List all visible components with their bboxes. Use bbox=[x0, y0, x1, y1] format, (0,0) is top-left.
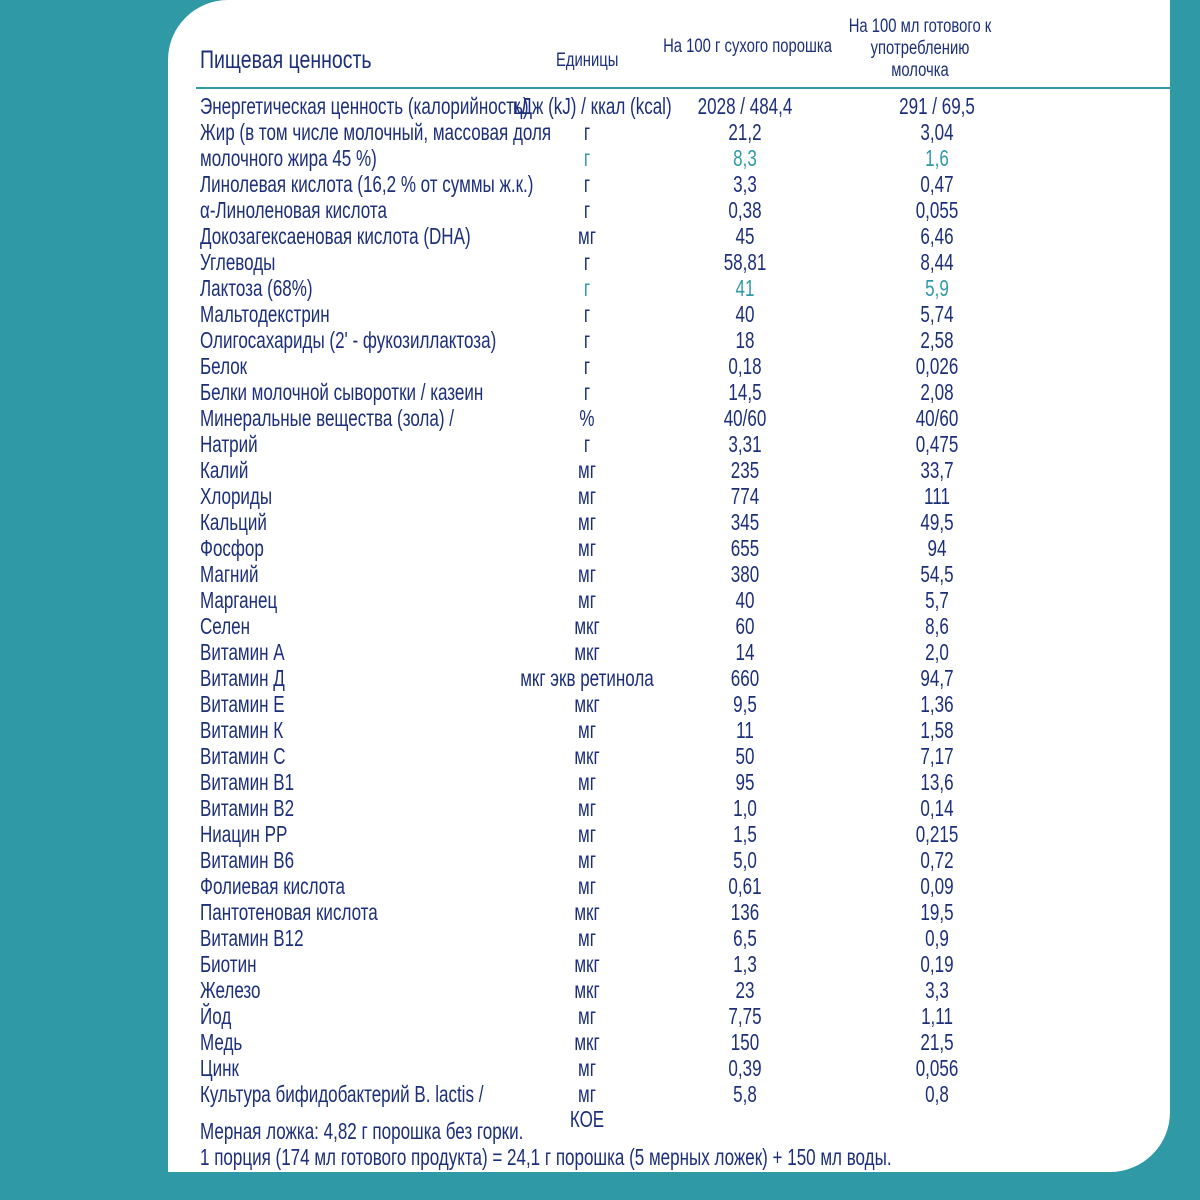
value-per-100ml-ready: 0,055 bbox=[915, 197, 959, 223]
header-divider bbox=[196, 87, 1170, 89]
table-row bbox=[0, 743, 1200, 769]
nutrient-name: Витамин В6 bbox=[200, 847, 295, 873]
ready-milk-column-header: На 100 мл готового к употреблению молочка bbox=[848, 16, 992, 81]
table-row bbox=[0, 665, 1200, 691]
nutrient-unit: мкг bbox=[574, 899, 600, 925]
value-per-100ml-ready: 1,6 bbox=[925, 145, 949, 171]
nutrient-unit: г bbox=[583, 119, 591, 145]
value-per-100g-dry: 14 bbox=[735, 639, 755, 665]
table-row bbox=[0, 691, 1200, 717]
nutrient-unit: мг bbox=[578, 1055, 596, 1081]
value-per-100g-dry: 5,0 bbox=[733, 847, 757, 873]
value-per-100ml-ready: 49,5 bbox=[920, 509, 954, 535]
value-per-100g-dry: 50 bbox=[735, 743, 755, 769]
value-per-100ml-ready: 54,5 bbox=[920, 561, 954, 587]
value-per-100ml-ready: 0,026 bbox=[915, 353, 959, 379]
nutrient-name: Белки молочной сыворотки / казеин bbox=[200, 379, 484, 405]
nutrient-name: Хлориды bbox=[200, 483, 273, 509]
table-title: Пищевая ценность bbox=[200, 46, 372, 74]
value-per-100g-dry: 3,31 bbox=[728, 431, 762, 457]
value-per-100ml-ready: 5,7 bbox=[925, 587, 949, 613]
nutrient-name: Фолиевая кислота bbox=[200, 873, 345, 899]
value-per-100ml-ready: 8,44 bbox=[920, 249, 954, 275]
value-per-100g-dry: 40 bbox=[735, 301, 755, 327]
nutrient-name: Витамин В1 bbox=[200, 769, 295, 795]
table-row bbox=[0, 639, 1200, 665]
table-row bbox=[0, 1055, 1200, 1081]
value-per-100g-dry: 11 bbox=[736, 717, 754, 743]
table-row bbox=[0, 145, 1200, 171]
value-per-100ml-ready: 3,04 bbox=[920, 119, 954, 145]
value-per-100g-dry: 1,0 bbox=[733, 795, 757, 821]
nutrient-unit: мг bbox=[578, 821, 596, 847]
table-row bbox=[0, 1029, 1200, 1055]
value-per-100ml-ready: 3,3 bbox=[925, 977, 949, 1003]
value-per-100ml-ready: 5,9 bbox=[925, 275, 949, 301]
value-per-100ml-ready: 0,215 bbox=[915, 821, 959, 847]
nutrient-name: Докозагексаеновая кислота (DHA) bbox=[200, 223, 471, 249]
nutrient-name: Ниацин РР bbox=[200, 821, 288, 847]
value-per-100ml-ready: 1,11 bbox=[921, 1003, 953, 1029]
nutrient-unit: мг bbox=[578, 535, 596, 561]
nutrient-unit: г bbox=[583, 275, 591, 301]
table-row bbox=[0, 847, 1200, 873]
nutrient-unit: мг bbox=[578, 457, 596, 483]
nutrient-name: Витамин С bbox=[200, 743, 286, 769]
nutrient-name: Лактоза (68%) bbox=[200, 275, 313, 301]
table-row bbox=[0, 561, 1200, 587]
table-row bbox=[0, 899, 1200, 925]
nutrient-name: Линолевая кислота (16,2 % от суммы ж.к.) bbox=[200, 171, 534, 197]
value-per-100g-dry: 0,18 bbox=[728, 353, 762, 379]
value-per-100g-dry: 2028 / 484,4 bbox=[697, 93, 793, 119]
nutrient-unit: мг bbox=[578, 509, 596, 535]
nutrient-unit: мкг экв ретинола bbox=[520, 665, 654, 691]
value-per-100g-dry: 380 bbox=[730, 561, 760, 587]
value-per-100ml-ready: 40/60 bbox=[915, 405, 959, 431]
value-per-100ml-ready: 33,7 bbox=[920, 457, 954, 483]
nutrient-unit: г bbox=[583, 431, 591, 457]
value-per-100g-dry: 21,2 bbox=[728, 119, 762, 145]
value-per-100g-dry: 5,8 bbox=[733, 1081, 757, 1107]
nutrient-name: Энергетическая ценность (калорийность) bbox=[200, 93, 529, 119]
table-row bbox=[0, 587, 1200, 613]
table-row bbox=[0, 951, 1200, 977]
table-row bbox=[0, 379, 1200, 405]
value-per-100ml-ready: 111 bbox=[924, 483, 950, 509]
nutrient-unit: г bbox=[583, 197, 591, 223]
table-row bbox=[0, 353, 1200, 379]
nutrient-name: Магний bbox=[200, 561, 259, 587]
value-per-100g-dry: 95 bbox=[735, 769, 755, 795]
value-per-100g-dry: 150 bbox=[730, 1029, 760, 1055]
nutrient-name: Витамин В2 bbox=[200, 795, 295, 821]
footnote-spoon: Мерная ложка: 4,82 г порошка без горки. bbox=[200, 1118, 524, 1144]
value-per-100g-dry: 8,3 bbox=[733, 145, 757, 171]
value-per-100g-dry: 1,5 bbox=[733, 821, 757, 847]
nutrient-unit: мкг bbox=[574, 613, 600, 639]
value-per-100g-dry: 0,39 bbox=[728, 1055, 762, 1081]
value-per-100g-dry: 136 bbox=[730, 899, 760, 925]
nutrient-name: Углеводы bbox=[200, 249, 276, 275]
value-per-100g-dry: 235 bbox=[730, 457, 760, 483]
value-per-100ml-ready: 6,46 bbox=[920, 223, 954, 249]
nutrient-name: Марганец bbox=[200, 587, 278, 613]
nutrient-name: Медь bbox=[200, 1029, 243, 1055]
nutrient-name: Фосфор bbox=[200, 535, 264, 561]
table-row bbox=[0, 769, 1200, 795]
nutrient-unit: мг bbox=[578, 587, 596, 613]
nutrient-name: Жир (в том числе молочный, массовая доля bbox=[200, 119, 552, 145]
nutrient-unit: мкг bbox=[574, 1029, 600, 1055]
value-per-100ml-ready: 0,19 bbox=[920, 951, 954, 977]
nutrient-name: Витамин Д bbox=[200, 665, 285, 691]
table-row bbox=[0, 301, 1200, 327]
nutrient-name: Культура бифидобактерий B. lactis / bbox=[200, 1081, 484, 1107]
table-row bbox=[0, 925, 1200, 951]
nutrient-unit: мг bbox=[578, 483, 596, 509]
nutrient-unit: мг bbox=[578, 223, 596, 249]
table-row bbox=[0, 457, 1200, 483]
value-per-100g-dry: 23 bbox=[735, 977, 755, 1003]
nutrient-unit: % bbox=[579, 405, 595, 431]
value-per-100ml-ready: 0,09 bbox=[920, 873, 954, 899]
table-row bbox=[0, 275, 1200, 301]
nutrient-unit: мкг bbox=[574, 743, 600, 769]
nutrient-name: Цинк bbox=[200, 1055, 239, 1081]
table-row bbox=[0, 535, 1200, 561]
value-per-100g-dry: 9,5 bbox=[733, 691, 757, 717]
value-per-100ml-ready: 1,58 bbox=[920, 717, 954, 743]
table-row bbox=[0, 613, 1200, 639]
value-per-100g-dry: 14,5 bbox=[728, 379, 762, 405]
table-row bbox=[0, 171, 1200, 197]
value-per-100ml-ready: 8,6 bbox=[925, 613, 949, 639]
value-per-100ml-ready: 0,47 bbox=[920, 171, 954, 197]
nutrient-unit: мг bbox=[578, 769, 596, 795]
nutrient-unit: мг bbox=[578, 717, 596, 743]
value-per-100g-dry: 3,3 bbox=[733, 171, 757, 197]
table-row bbox=[0, 119, 1200, 145]
table-row bbox=[0, 795, 1200, 821]
value-per-100g-dry: 0,38 bbox=[728, 197, 762, 223]
table-row bbox=[0, 431, 1200, 457]
table-row bbox=[0, 873, 1200, 899]
nutrient-unit: мкг bbox=[574, 977, 600, 1003]
value-per-100g-dry: 40 bbox=[735, 587, 755, 613]
nutrient-unit: мг bbox=[578, 873, 596, 899]
nutrient-unit: мг bbox=[578, 561, 596, 587]
table-row bbox=[0, 197, 1200, 223]
nutrient-unit: мг bbox=[578, 1003, 596, 1029]
table-row bbox=[0, 223, 1200, 249]
table-row bbox=[0, 93, 1200, 119]
table-row bbox=[0, 1003, 1200, 1029]
value-per-100ml-ready: 94,7 bbox=[920, 665, 954, 691]
nutrient-name: Витамин А bbox=[200, 639, 285, 665]
footnote-portion: 1 порция (174 мл готового продукта) = 24,1 г порошка (5 мерных ложек) + 150 мл воды. bbox=[200, 1144, 892, 1170]
nutrient-name: α-Линоленовая кислота bbox=[200, 197, 387, 223]
units-column-header: Единицы bbox=[556, 50, 619, 71]
nutrient-name: Витамин В12 bbox=[200, 925, 304, 951]
value-per-100ml-ready: 1,36 bbox=[920, 691, 954, 717]
value-per-100ml-ready: 2,08 bbox=[920, 379, 954, 405]
value-per-100g-dry: 345 bbox=[730, 509, 760, 535]
value-per-100g-dry: 45 bbox=[735, 223, 755, 249]
value-per-100g-dry: 58,81 bbox=[723, 249, 767, 275]
nutrient-unit: г bbox=[583, 327, 591, 353]
nutrient-unit: мкг bbox=[574, 639, 600, 665]
table-row bbox=[0, 249, 1200, 275]
value-per-100ml-ready: 291 / 69,5 bbox=[899, 93, 975, 119]
value-per-100ml-ready: 13,6 bbox=[920, 769, 954, 795]
value-per-100ml-ready: 2,0 bbox=[925, 639, 949, 665]
nutrient-name: Селен bbox=[200, 613, 250, 639]
value-per-100g-dry: 774 bbox=[730, 483, 760, 509]
value-per-100g-dry: 6,5 bbox=[733, 925, 757, 951]
table-row bbox=[0, 405, 1200, 431]
nutrient-unit: мг bbox=[578, 795, 596, 821]
nutrient-unit: мг bbox=[578, 847, 596, 873]
nutrient-unit: г bbox=[583, 301, 591, 327]
nutrient-unit: мкг bbox=[574, 691, 600, 717]
nutrient-name: Калий bbox=[200, 457, 249, 483]
nutrient-name: молочного жира 45 %) bbox=[200, 145, 377, 171]
table-row bbox=[0, 327, 1200, 353]
value-per-100ml-ready: 2,58 bbox=[920, 327, 954, 353]
nutrient-name: Натрий bbox=[200, 431, 258, 457]
nutrient-name: Железо bbox=[200, 977, 261, 1003]
nutrient-unit: кДж (kJ) / ккал (kcal) bbox=[513, 93, 672, 119]
value-per-100g-dry: 41 bbox=[735, 275, 755, 301]
table-row bbox=[0, 509, 1200, 535]
table-row bbox=[0, 1081, 1200, 1107]
nutrition-table-body bbox=[0, 93, 1200, 1107]
koe-unit-label: КОЕ bbox=[569, 1106, 605, 1132]
table-row bbox=[0, 821, 1200, 847]
value-per-100g-dry: 0,61 bbox=[728, 873, 762, 899]
value-per-100ml-ready: 0,475 bbox=[915, 431, 959, 457]
nutrient-unit: г bbox=[583, 353, 591, 379]
nutrient-unit: мг bbox=[578, 925, 596, 951]
nutrient-name: Кальций bbox=[200, 509, 267, 535]
value-per-100ml-ready: 7,17 bbox=[920, 743, 954, 769]
value-per-100g-dry: 18 bbox=[735, 327, 755, 353]
nutrient-name: Белок bbox=[200, 353, 248, 379]
table-row bbox=[0, 717, 1200, 743]
value-per-100g-dry: 40/60 bbox=[723, 405, 767, 431]
nutrient-name: Витамин Е bbox=[200, 691, 285, 717]
value-per-100ml-ready: 19,5 bbox=[920, 899, 954, 925]
value-per-100ml-ready: 0,14 bbox=[920, 795, 954, 821]
value-per-100ml-ready: 5,74 bbox=[920, 301, 954, 327]
dry-powder-column-header: На 100 г сухого порошка bbox=[663, 36, 832, 57]
value-per-100ml-ready: 0,72 bbox=[920, 847, 954, 873]
nutrient-name: Пантотеновая кислота bbox=[200, 899, 378, 925]
value-per-100g-dry: 660 bbox=[730, 665, 760, 691]
nutrient-unit: г bbox=[583, 379, 591, 405]
nutrient-name: Йод bbox=[200, 1003, 232, 1029]
value-per-100g-dry: 7,75 bbox=[728, 1003, 762, 1029]
nutrient-name: Биотин bbox=[200, 951, 257, 977]
nutrient-unit: мг bbox=[578, 1081, 596, 1107]
nutrient-name: Минеральные вещества (зола) / bbox=[200, 405, 454, 431]
nutrient-name: Мальтодекстрин bbox=[200, 301, 330, 327]
value-per-100ml-ready: 0,9 bbox=[925, 925, 949, 951]
value-per-100ml-ready: 94 bbox=[927, 535, 947, 561]
value-per-100ml-ready: 0,8 bbox=[925, 1081, 949, 1107]
table-row bbox=[0, 483, 1200, 509]
value-per-100ml-ready: 0,056 bbox=[915, 1055, 959, 1081]
value-per-100ml-ready: 21,5 bbox=[920, 1029, 954, 1055]
nutrient-unit: мкг bbox=[574, 951, 600, 977]
value-per-100g-dry: 1,3 bbox=[733, 951, 757, 977]
value-per-100g-dry: 60 bbox=[735, 613, 755, 639]
nutrient-unit: г bbox=[583, 171, 591, 197]
nutrient-name: Олигосахариды (2' - фукозиллактоза) bbox=[200, 327, 497, 353]
nutrient-name: Витамин К bbox=[200, 717, 284, 743]
nutrient-unit: г bbox=[583, 249, 591, 275]
table-row bbox=[0, 977, 1200, 1003]
value-per-100g-dry: 655 bbox=[730, 535, 760, 561]
nutrient-unit: г bbox=[583, 145, 591, 171]
